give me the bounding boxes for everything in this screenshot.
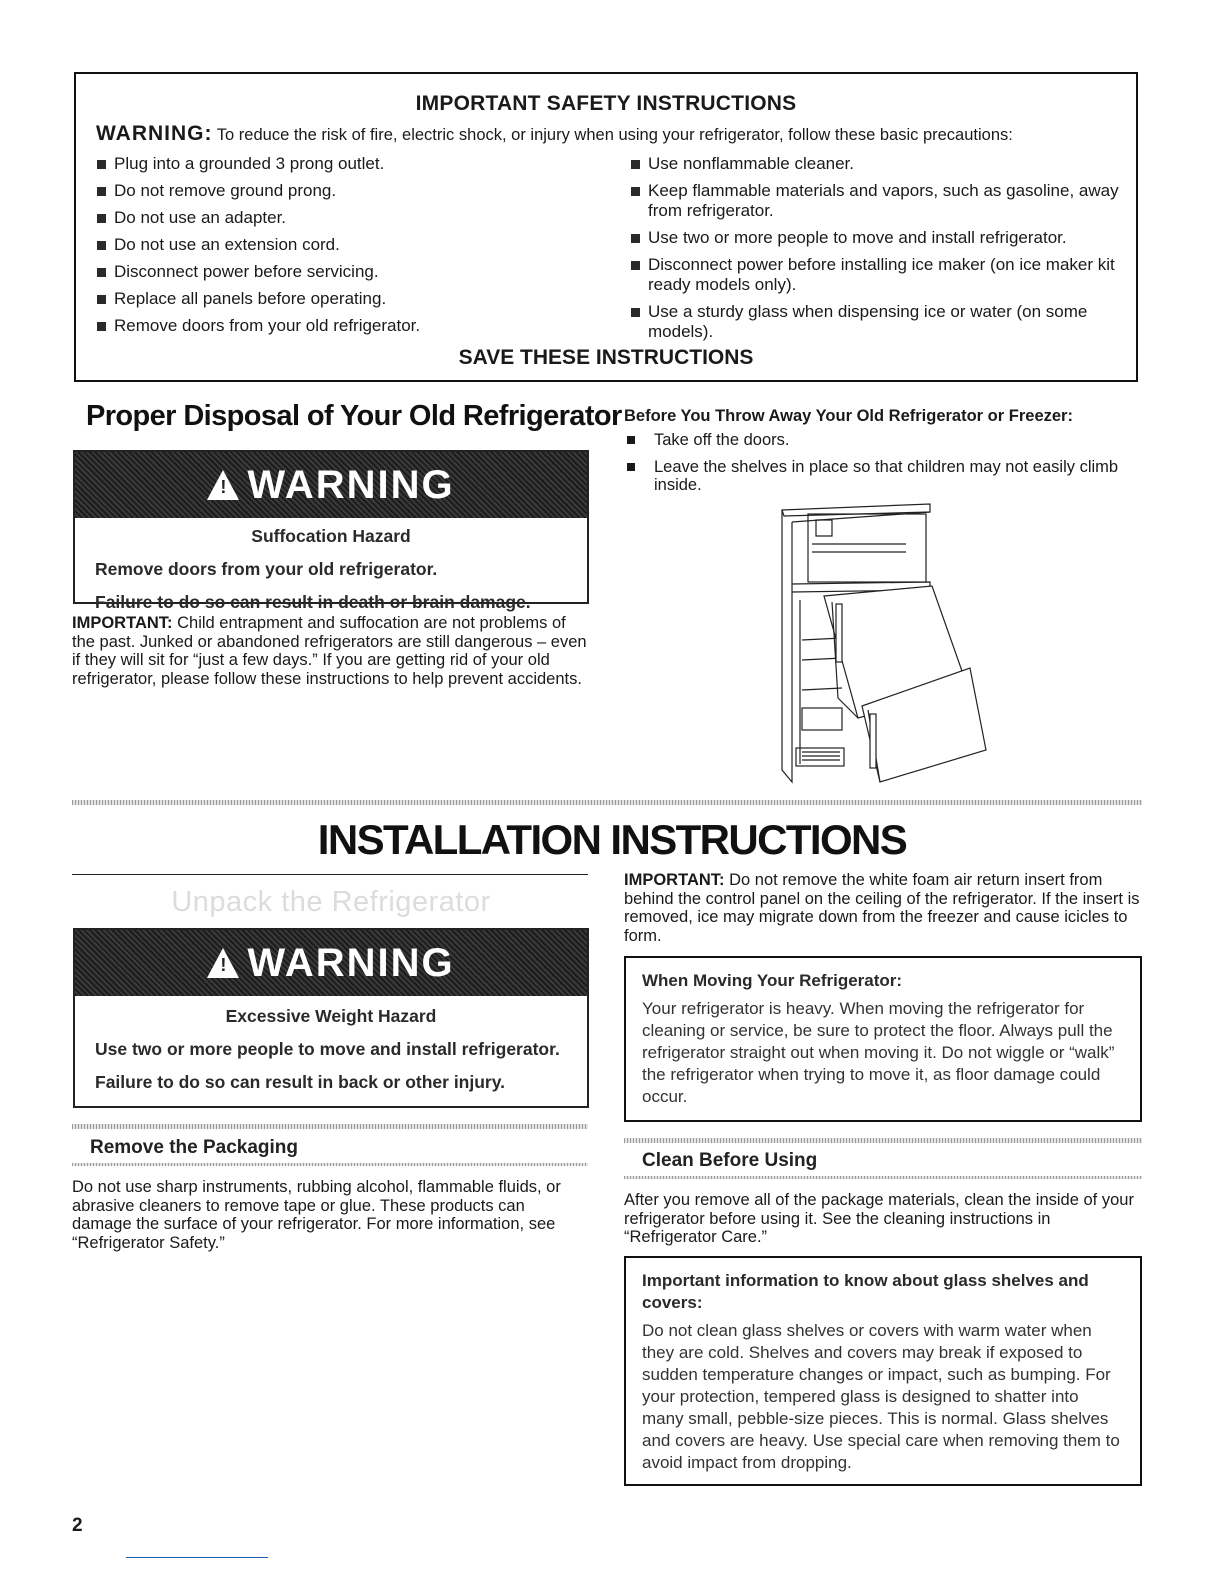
bullet-square-icon [97,214,106,223]
warning-triangle-icon: ! [207,948,239,978]
list-item: Replace all panels before operating. [96,289,596,309]
list-item: Use a sturdy glass when dispensing ice or water (on some models). [630,302,1130,342]
important-text: Child entrapment and suffocation are not problems of the past. Junked or abandoned refrigerators are still dangerous – even if they will sit for “just a few days.” If you are getting rid of your old refrigerator, please follow these instructions to help prevent accidents. [72,614,587,688]
glass-heading: Important information to know about glass shelves and covers: [642,1271,1089,1312]
before-throw-away-heading: Before You Throw Away Your Old Refrigerator or Freezer: [624,407,1073,425]
list-item: Do not remove ground prong. [96,181,596,201]
disposal-heading: Proper Disposal of Your Old Refrigerator [86,400,622,432]
bullet-square-icon [97,268,106,277]
bullet-square-icon [631,160,640,169]
warning-line: Remove doors from your old refrigerator. [95,559,438,579]
bullet-square-icon [631,261,640,270]
bullet-square-icon [627,436,635,444]
clean-before-using-heading: Clean Before Using [642,1150,818,1171]
installation-important-paragraph [624,871,1142,945]
glass-shelves-box [624,1256,1142,1486]
safety-warning-line [96,122,1126,146]
unpack-heading: Unpack the Refrigerator [171,886,491,918]
bullet-square-icon [97,160,106,169]
hazard-title: Excessive Weight Hazard [225,1006,437,1026]
list-item: Leave the shelves in place so that children may not easily climb inside. [624,458,1124,495]
list-item: Keep flammable materials and vapors, such as gasoline, away from refrigerator. [630,181,1130,221]
safety-list-left [96,154,596,343]
warning-banner [75,930,587,996]
disposal-important-paragraph [72,614,588,688]
list-item: Use nonflammable cleaner. [630,154,1130,174]
safety-list-right [630,154,1130,349]
moving-refrigerator-box [624,956,1142,1122]
safety-title: IMPORTANT SAFETY INSTRUCTIONS [415,92,797,115]
important-label: IMPORTANT: [624,871,725,889]
section-divider [72,1163,588,1166]
list-item: Disconnect power before servicing. [96,262,596,282]
suffocation-warning-box [73,450,589,612]
list-item: Disconnect power before installing ice maker (on ice maker kit ready models only). [630,255,1130,295]
important-text: Do not remove the white foam air return insert from behind the control panel on the ceiling of the refrigerator. If the insert is removed, ice may migrate down from the freezer and cause icicles to form. [624,871,1140,945]
list-item: Do not use an extension cord. [96,235,596,255]
bullet-square-icon [631,308,640,317]
warning-line: Use two or more people to move and install refrigerator. [95,1039,560,1059]
warning-label: WARNING: [96,122,213,145]
weight-warning-box [73,928,589,1108]
remove-packaging-text: Do not use sharp instruments, rubbing alcohol, flammable fluids, or abrasive cleaners to remove tape or glue. These products can damage the surface of your refrigerator. For more information, see “Refrigerator Safety.” [72,1178,561,1252]
list-item: Use two or more people to move and install refrigerator. [630,228,1130,248]
save-instructions-label: SAVE THESE INSTRUCTIONS [458,346,754,369]
list-item: Plug into a grounded 3 prong outlet. [96,154,596,174]
list-item: Do not use an adapter. [96,208,596,228]
moving-heading: When Moving Your Refrigerator: [642,971,903,990]
remove-packaging-heading: Remove the Packaging [90,1137,299,1158]
warning-text: To reduce the risk of fire, electric shock, or injury when using your refrigerator, follow these basic precautions: [216,126,1013,144]
moving-text: Your refrigerator is heavy. When moving the refrigerator for cleaning or service, be sure to protect the floor. Always pull the refrigerator straight out when moving it. Do not wiggle or “walk” the refrigerator when trying to move it, as floor damage could occur. [642,999,1115,1106]
refrigerator-doors-removed-illustration [772,500,992,790]
hazard-title: Suffocation Hazard [251,526,411,546]
bullet-square-icon [631,234,640,243]
section-divider [624,1138,1142,1143]
bullet-square-icon [97,187,106,196]
warning-line: Failure to do so can result in back or other injury. [95,1072,506,1092]
important-label: IMPORTANT: [72,614,173,632]
installation-instructions-title: INSTALLATION INSTRUCTIONS [317,816,907,863]
section-divider [72,800,1142,805]
bullet-square-icon [97,322,106,331]
warning-banner-text: WARNING [247,940,455,985]
rule-line [72,874,588,875]
list-item: Take off the doors. [624,431,1124,450]
warning-banner-text: WARNING [247,462,455,507]
list-item: Remove doors from your old refrigerator. [96,316,596,336]
bullet-square-icon [97,295,106,304]
safety-instructions-box [74,72,1138,382]
warning-line: Failure to do so can result in death or brain damage. [95,592,531,612]
warning-triangle-icon: ! [207,470,239,500]
clean-before-using-text: After you remove all of the package materials, clean the inside of your refrigerator before using it. See the cleaning instructions in “Refrigerator Care.” [624,1191,1134,1246]
section-divider [72,1124,588,1129]
bullet-square-icon [627,463,635,471]
bullet-square-icon [631,187,640,196]
warning-banner [75,452,587,518]
footer-rule [126,1557,268,1558]
section-divider [624,1176,1142,1179]
page-number: 2 [72,1515,83,1536]
bullet-square-icon [97,241,106,250]
before-throw-away-list [624,431,1124,503]
glass-text: Do not clean glass shelves or covers with warm water when they are cold. Shelves and covers may break if exposed to sudden temperature changes or impact, such as bumping. For your protection, tempered glass is designed to shatter into many small, pebble-size pieces. This is normal. Glass shelves and covers are heavy. Use special care when removing them to avoid impact from dropping. [642,1321,1120,1472]
